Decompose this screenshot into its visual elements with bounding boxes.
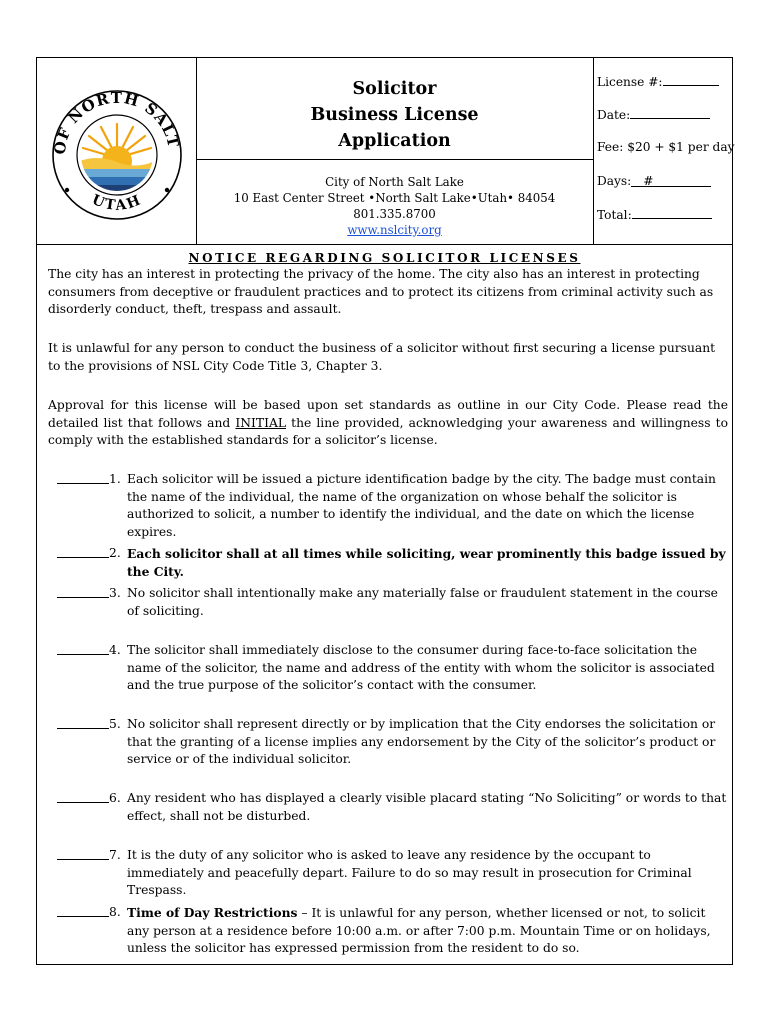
form-title [196,76,593,154]
item-number: 2. [109,546,121,560]
city-address-block [196,174,593,238]
initial-line-4[interactable] [57,654,109,655]
date-label: Date: [597,108,631,122]
item-text: The solicitor shall immediately disclose to the consumer during face-to-face solicitation the name of the solicitor, the name and address of the entity with whom the solicitor is associated and the true purpose of the solicitor’s contact with the consumer. [127,643,715,692]
form-header [37,58,735,245]
days-label: Days: [597,174,632,188]
license-number-blank[interactable] [663,73,719,86]
initial-line-6[interactable] [57,802,109,803]
item-text: No solicitor shall represent directly or by implication that the City endorses the solicitation or that the granting of a license implies any endorsement by the City of the solicitor’s product or service or of the individual solicitor. [127,717,716,766]
fee-text: Fee: $20 + $1 per day [597,140,735,154]
notice-heading [37,251,732,265]
total-label: Total: [597,208,632,222]
seal-state-text: UTAH [89,191,145,214]
item-number: 6. [109,791,121,805]
title-box [196,58,593,160]
days-field[interactable] [597,174,711,188]
item-text: Each solicitor will be issued a picture identification badge by the city. The badge must contain the name of the individual, the name of the organization on whose behalf the solicitor is authorized to solicit, a number to identify the individual, and the date on which the license expires. [127,472,716,539]
item-number: 3. [109,586,121,600]
city-name: City of North Salt Lake [325,175,464,189]
item-text [127,904,729,958]
city-seal-logo [37,58,196,244]
application-form [36,57,733,965]
item-heading: Time of Day Restrictions [127,905,298,920]
total-field[interactable] [597,206,712,222]
notice-heading-text: NOTICE REGARDING SOLICITOR LICENSES [188,251,581,265]
para3-text-b: the line provided, acknowledging your awareness and willingness to comply with the established standards for a solicitor’s license. [48,415,728,447]
notice-paragraph-1: The city has an interest in protecting the privacy of the home. The city also has an interest in protecting consumers from deceptive or fraudulent practices and to protect its citizens from criminal activity such as disorderly conduct, theft, trespass and assault. [48,267,714,316]
item-number: 8. [109,905,121,919]
title-cell [196,58,594,244]
total-blank[interactable] [632,206,712,219]
item-body: – It is unlawful for any person, whether licensed or not, to solicit any person at a residence before 10:00 a.m. or after 7:00 p.m. Mountain Time or on holidays, unless the solicitor has expressed permission from the resident to do so. [127,906,711,955]
notice-paragraph-3 [48,397,728,450]
item-text: Any resident who has displayed a clearly visible placard stating “No Soliciting” or words to that effect, shall not be disturbed. [127,791,727,823]
fee-cell [593,58,733,244]
license-number-label: License #: [597,75,663,89]
initial-emphasis: INITIAL [235,415,287,430]
date-blank[interactable] [630,106,710,119]
title-line-1: Solicitor [352,79,437,99]
item-number: 7. [109,848,121,862]
title-line-3: Application [338,131,451,151]
street-address: 10 East Center Street •North Salt Lake•Utah• 84054 [233,191,556,205]
initial-line-3[interactable] [57,597,109,598]
initial-line-8[interactable] [57,916,109,917]
logo-cell [37,58,197,244]
item-number: 4. [109,643,121,657]
item-text: Each solicitor shall at all times while soliciting, wear prominently this badge issued by the City. [127,546,726,579]
date-field[interactable] [597,106,710,122]
item-text: It is the duty of any solicitor who is asked to leave any residence by the occupant to immediately and peacefully depart. Failure to do so may result in prosecution for Criminal Trespass. [127,848,692,897]
phone-number: 801.335.8700 [353,207,436,221]
item-text: No solicitor shall intentionally make any materially false or fraudulent statement in the course of soliciting. [127,586,718,618]
initial-line-1[interactable] [57,483,109,484]
license-number-field[interactable] [597,73,719,89]
notice-paragraph-2: It is unlawful for any person to conduct the business of a solicitor without first securing a license pursuant to the provisions of NSL City Code Title 3, Chapter 3. [48,341,716,373]
item-number: 5. [109,717,121,731]
para3-text-a: Approval for this license will be based upon set standards as outline in our City Code. Please read the detailed list that follows and [48,398,728,430]
item-number: 1. [109,472,121,486]
initial-line-7[interactable] [57,859,109,860]
title-line-2: Business License [310,105,479,125]
initial-line-2[interactable] [57,557,109,558]
website-link[interactable]: www.nslcity.org [347,223,442,237]
initial-line-5[interactable] [57,728,109,729]
days-blank[interactable]: # [631,174,711,187]
seal-ring-text: OF NORTH SALT [50,88,183,156]
